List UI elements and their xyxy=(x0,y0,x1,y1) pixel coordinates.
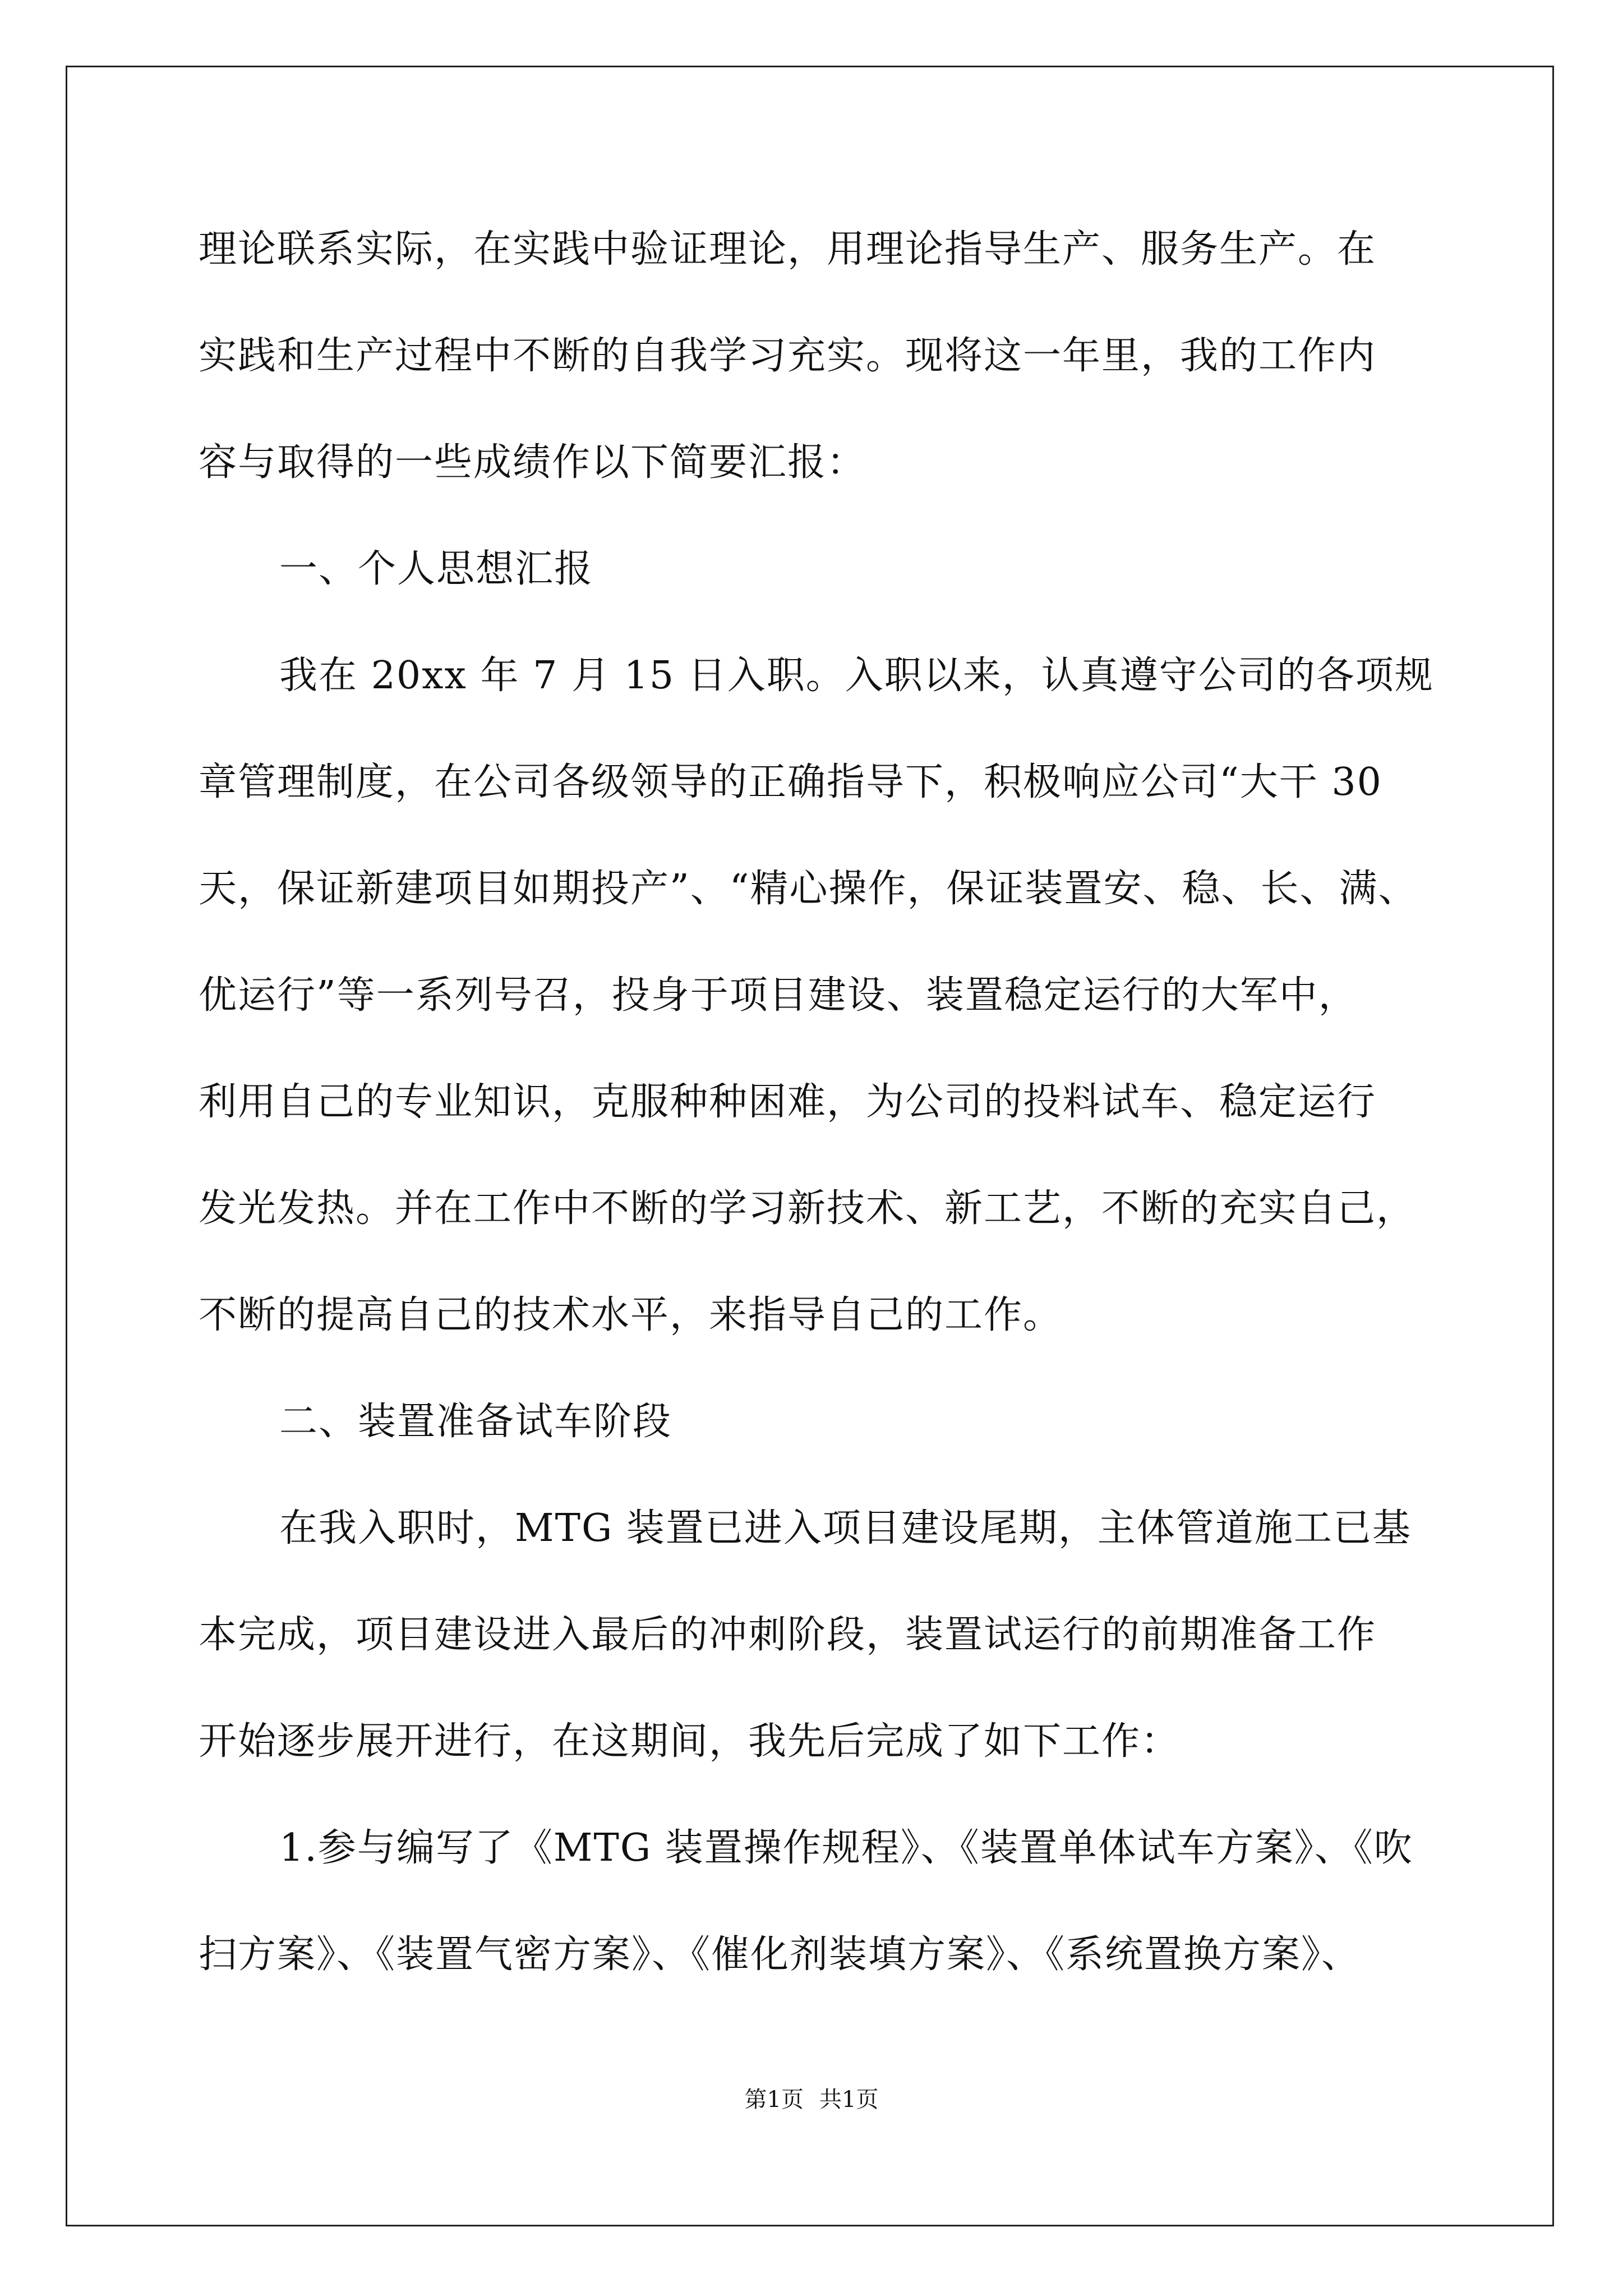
body-line: 我在 20xx 年 7 月 15 日入职。入职以来，认真遵守公司的各项规 xyxy=(279,654,1434,698)
body-line: 开始逐步展开进行，在这期间，我先后完成了如下工作： xyxy=(199,1719,1181,1764)
body-line: 1.参与编写了《MTG 装置操作规程》、《装置单体试车方案》、《吹 xyxy=(279,1826,1413,1870)
body-line: 优运行”等一系列号召，投身于项目建设、装置稳定运行的大军中， xyxy=(199,973,1358,1018)
body-line: 扫方案》、《装置气密方案》、《催化剂装填方案》、《系统置换方案》、 xyxy=(199,1932,1361,1977)
page-footer xyxy=(0,2086,1623,2114)
body-line: 容与取得的一些成绩作以下简要汇报： xyxy=(199,440,866,485)
body-line: 利用自己的专业知识，克服种种困难，为公司的投料试车、稳定运行 xyxy=(199,1080,1377,1124)
page-total: 共1页 xyxy=(819,2087,879,2113)
body-line: 发光发热。并在工作中不断的学习新技术、新工艺，不断的充实自己， xyxy=(199,1186,1416,1231)
body-line: 实践和生产过程中不断的自我学习充实。现将这一年里，我的工作内 xyxy=(199,334,1377,378)
section-heading: 二、装置准备试车阶段 xyxy=(279,1400,672,1444)
body-line: 理论联系实际，在实践中验证理论，用理论指导生产、服务生产。在 xyxy=(199,227,1377,272)
section-heading: 一、个人思想汇报 xyxy=(279,547,594,591)
body-line: 章管理制度，在公司各级领导的正确指导下，积极响应公司“大干 30 xyxy=(199,760,1382,804)
body-line: 不断的提高自己的技术水平，来指导自己的工作。 xyxy=(199,1293,1063,1337)
body-line: 天，保证新建项目如期投产”、“精心操作，保证装置安、稳、长、满、 xyxy=(199,867,1418,911)
page-number: 第1页 xyxy=(744,2087,804,2113)
body-line: 本完成，项目建设进入最后的冲刺阶段，装置试运行的前期准备工作 xyxy=(199,1613,1377,1657)
body-line: 在我入职时，MTG 装置已进入项目建设尾期，主体管道施工已基 xyxy=(279,1506,1412,1550)
